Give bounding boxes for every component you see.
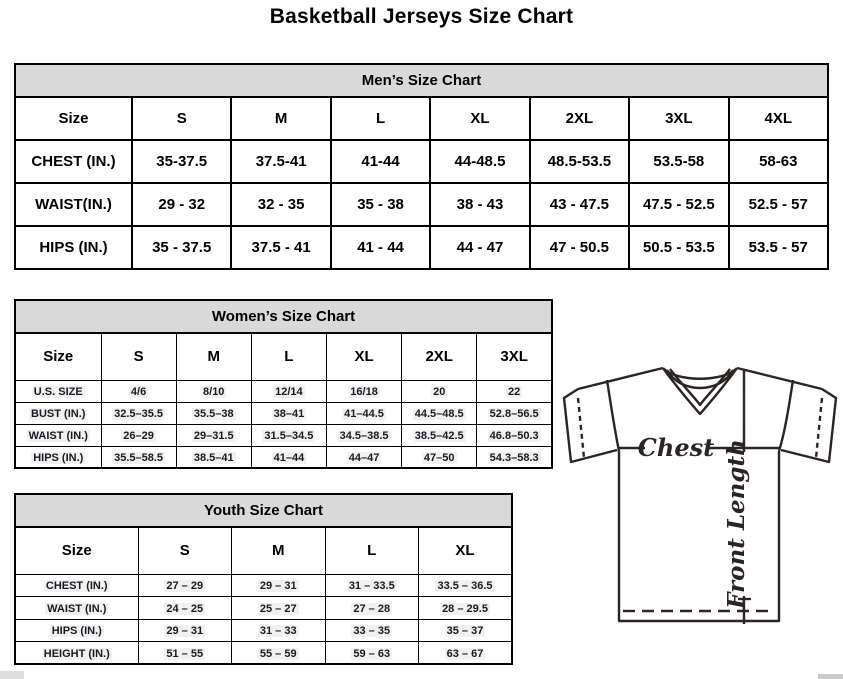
jersey-left-shoulder-line [578,368,663,389]
size-column-header: 4XL [729,97,828,140]
table-row [15,619,512,642]
size-value-cell: 29 - 32 [132,183,231,226]
size-value-cell: 59 – 63 [325,642,419,665]
size-value-cell: 58-63 [729,140,828,183]
womens-size-chart [14,299,553,469]
size-value-cell: 35 – 37 [419,619,513,642]
size-column-header: L [331,97,430,140]
size-column-header: Size [15,97,132,140]
size-value-cell: 46.8–50.3 [477,424,552,446]
size-value-cell: 32 - 35 [231,183,330,226]
size-value-cell: 44–47 [326,446,401,468]
size-column-header: XL [419,527,513,574]
jersey-left-seam [607,380,619,451]
size-value-cell: 37.5 - 41 [231,226,330,269]
size-value-cell: 38.5–41 [176,446,251,468]
row-label: WAIST (IN.) [15,597,138,620]
jersey-right-seam [779,380,793,451]
size-value-cell: 52.5 - 57 [729,183,828,226]
size-value-cell: 41–44.5 [326,402,401,424]
size-value-cell: 51 – 55 [138,642,232,665]
size-column-header: L [251,333,326,380]
size-value-cell: 20 [402,380,477,402]
size-value-cell: 48.5-53.5 [530,140,629,183]
size-value-cell: 35 - 38 [331,183,430,226]
size-value-cell: 16/18 [326,380,401,402]
mens-size-chart [14,63,829,270]
row-label: WAIST (IN.) [15,424,101,446]
size-column-header: XL [430,97,529,140]
size-value-cell: 33.5 – 36.5 [419,574,513,597]
size-value-cell: 55 – 59 [232,642,326,665]
jersey-right-cuff-dashed-line [816,398,822,458]
chest-label: Chest [637,433,715,462]
jersey-left-cuff-dashed-line [578,398,584,458]
row-label: BUST (IN.) [15,402,101,424]
size-value-cell: 43 - 47.5 [530,183,629,226]
size-value-cell: 35.5–38 [176,402,251,424]
jersey-body-outline [619,451,779,621]
jersey-diagram [555,353,843,633]
size-value-cell: 31 – 33.5 [325,574,419,597]
size-value-cell: 38 - 43 [430,183,529,226]
size-value-cell: 27 – 29 [138,574,232,597]
column-header-row [15,333,552,380]
womens-chart-header: Women’s Size Chart [14,299,553,334]
size-value-cell: 29 – 31 [232,574,326,597]
size-column-header: S [138,527,232,574]
size-column-header: 2XL [402,333,477,380]
table-row [15,642,512,665]
size-value-cell: 28 – 29.5 [419,597,513,620]
table-row [15,226,828,269]
row-label: HIPS (IN.) [15,446,101,468]
size-value-cell: 37.5-41 [231,140,330,183]
front-length-label: Front Length [723,439,750,609]
size-value-cell: 24 – 25 [138,597,232,620]
size-value-cell: 44 - 47 [430,226,529,269]
size-value-cell: 38–41 [251,402,326,424]
size-value-cell: 38.5–42.5 [402,424,477,446]
size-value-cell: 27 – 28 [325,597,419,620]
size-column-header: XL [326,333,401,380]
size-value-cell: 41–44 [251,446,326,468]
size-column-header: M [176,333,251,380]
table-row [15,140,828,183]
row-label: CHEST (IN.) [15,574,138,597]
size-value-cell: 41 - 44 [331,226,430,269]
scrollbar-fragment-right [818,674,843,679]
size-column-header: Size [15,527,138,574]
size-value-cell: 50.5 - 53.5 [629,226,728,269]
row-label: CHEST (IN.) [15,140,132,183]
mens-chart-header: Men’s Size Chart [14,63,829,98]
size-column-header: M [231,97,330,140]
size-column-header: 2XL [530,97,629,140]
table-row [15,183,828,226]
table-row [15,446,552,468]
table-row [15,402,552,424]
size-value-cell: 35 - 37.5 [132,226,231,269]
jersey-collar-rib-arc-1 [664,369,736,379]
size-value-cell: 47.5 - 52.5 [629,183,728,226]
size-value-cell: 35-37.5 [132,140,231,183]
youth-chart-header: Youth Size Chart [14,493,513,528]
youth-size-chart [14,493,513,665]
size-value-cell: 35.5–58.5 [101,446,176,468]
size-value-cell: 47 - 50.5 [530,226,629,269]
size-value-cell: 53.5-58 [629,140,728,183]
column-header-row [15,97,828,140]
size-value-cell: 31.5–34.5 [251,424,326,446]
table-row [15,574,512,597]
size-value-cell: 63 – 67 [419,642,513,665]
row-label: HIPS (IN.) [15,226,132,269]
jersey-right-shoulder-line [737,368,822,389]
column-header-row [15,527,512,574]
table-row [15,597,512,620]
size-column-header: L [325,527,419,574]
youth-size-table [14,526,513,665]
size-column-header: M [232,527,326,574]
size-value-cell: 4/6 [101,380,176,402]
row-label: HIPS (IN.) [15,619,138,642]
size-value-cell: 54.3–58.3 [477,446,552,468]
size-value-cell: 47–50 [402,446,477,468]
size-value-cell: 52.8–56.5 [477,402,552,424]
size-value-cell: 22 [477,380,552,402]
size-value-cell: 53.5 - 57 [729,226,828,269]
row-label: U.S. SIZE [15,380,101,402]
size-value-cell: 31 – 33 [232,619,326,642]
size-column-header: 3XL [477,333,552,380]
size-value-cell: 44.5–48.5 [402,402,477,424]
size-value-cell: 29–31.5 [176,424,251,446]
size-value-cell: 34.5–38.5 [326,424,401,446]
table-row [15,424,552,446]
size-value-cell: 33 – 35 [325,619,419,642]
size-column-header: Size [15,333,101,380]
page-title: Basketball Jerseys Size Chart [269,5,574,28]
size-value-cell: 8/10 [176,380,251,402]
size-column-header: S [132,97,231,140]
size-value-cell: 25 – 27 [232,597,326,620]
size-value-cell: 32.5–35.5 [101,402,176,424]
size-value-cell: 44-48.5 [430,140,529,183]
size-column-header: S [101,333,176,380]
size-value-cell: 12/14 [251,380,326,402]
size-value-cell: 41-44 [331,140,430,183]
size-value-cell: 26–29 [101,424,176,446]
scrollbar-fragment-left [0,671,24,679]
table-row [15,380,552,402]
womens-size-table [14,332,553,469]
row-label: HEIGHT (IN.) [15,642,138,665]
size-column-header: 3XL [629,97,728,140]
size-value-cell: 29 – 31 [138,619,232,642]
row-label: WAIST(IN.) [15,183,132,226]
mens-size-table [14,96,829,270]
